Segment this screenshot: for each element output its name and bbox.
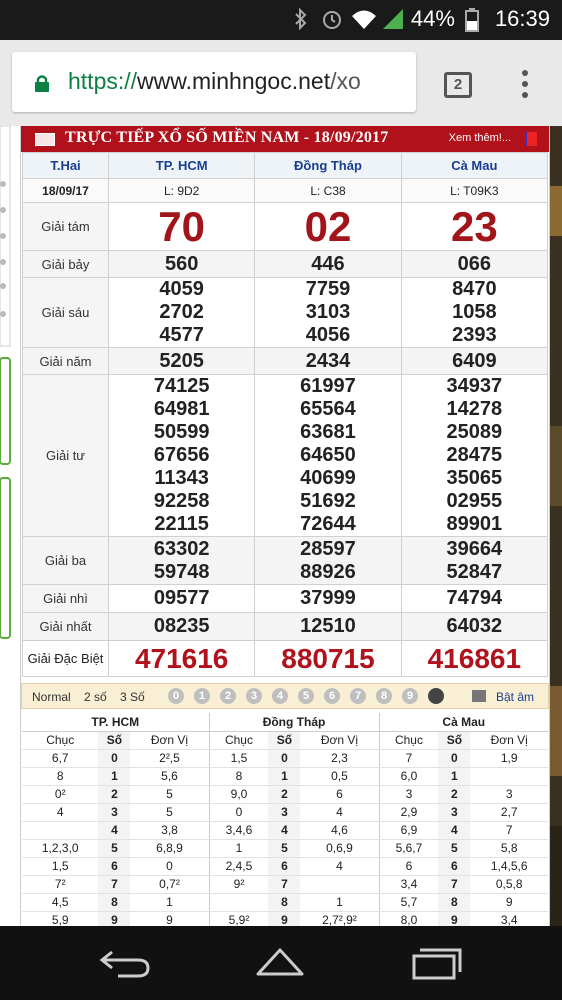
- col-tens: Chục: [22, 731, 98, 749]
- loto-tens: 3,4,6: [209, 821, 268, 839]
- address-bar[interactable]: [12, 52, 416, 112]
- prize-number: 65564: [300, 398, 356, 420]
- loto-digit: 5: [268, 839, 300, 857]
- loto-digit: 3: [438, 803, 470, 821]
- prize-number: 51692: [300, 490, 356, 512]
- digit-filter-button[interactable]: 9: [402, 688, 418, 704]
- loto-tens: 2,4,5: [209, 857, 268, 875]
- prize-number: 02: [255, 203, 401, 251]
- loto-digit: 5: [98, 839, 130, 857]
- loto-digit: 3: [98, 803, 130, 821]
- battery-percent: 44%: [410, 6, 455, 31]
- loto-units: 0: [130, 857, 209, 875]
- digit-filter-button[interactable]: 2: [220, 688, 236, 704]
- loto-row: [22, 749, 548, 767]
- province-name[interactable]: Đồng Tháp: [255, 153, 401, 179]
- prize-cell: [255, 278, 401, 348]
- loto-tens: 4: [22, 803, 98, 821]
- clock-time: 16:39: [494, 6, 550, 31]
- loto-tens: 6: [379, 857, 438, 875]
- loto-units: 2,7: [470, 803, 548, 821]
- loto-province: TP. HCM: [22, 713, 209, 731]
- prize-number: 92258: [153, 490, 210, 512]
- prize-number: 2434: [255, 348, 401, 375]
- prize-number: 63681: [300, 421, 356, 443]
- prize-number: 74794: [401, 585, 547, 613]
- prize-number: 560: [109, 251, 255, 278]
- prize-number: 23: [401, 203, 547, 251]
- loto-units: 1: [130, 893, 209, 911]
- loto-row: [22, 875, 548, 893]
- prize-number: 446: [255, 251, 401, 278]
- prize-label: Giải tám: [23, 203, 109, 251]
- alarm-icon: [321, 8, 341, 30]
- prize-number: 52847: [446, 560, 503, 583]
- speaker-icon[interactable]: [472, 690, 486, 702]
- prize-number: 89901: [446, 513, 503, 535]
- loto-digit: 0: [98, 749, 130, 767]
- prize-number: 08235: [109, 613, 255, 641]
- prize-number: 40699: [300, 467, 356, 489]
- loto-digit: 3: [268, 803, 300, 821]
- see-more-link[interactable]: Xem thêm!...: [448, 132, 511, 144]
- digit-filter-button[interactable]: 6: [324, 688, 340, 704]
- province-name[interactable]: TP. HCM: [109, 153, 255, 179]
- status-bar: [0, 0, 562, 40]
- home-icon[interactable]: [254, 946, 306, 980]
- loto-digit: 7: [438, 875, 470, 893]
- prize-number: 70: [109, 203, 255, 251]
- prize-number: 11343: [154, 467, 209, 489]
- prize-number: 4577: [159, 324, 204, 346]
- digit-filter-button[interactable]: 1: [194, 688, 210, 704]
- loto-tens: 6,0: [379, 767, 438, 785]
- prize-number: 59748: [153, 560, 210, 583]
- prize-number: 34937: [446, 375, 503, 397]
- loto-units: 9: [470, 893, 548, 911]
- loto-units: 9: [130, 911, 209, 926]
- loto-units: [300, 875, 379, 893]
- loto-row: [22, 839, 548, 857]
- col-digit: Số: [98, 731, 130, 749]
- prize-number: 066: [401, 251, 547, 278]
- prize-number: 12510: [255, 613, 401, 641]
- prize-row-g1: [23, 613, 548, 641]
- loto-units: 6: [300, 785, 379, 803]
- loto-digit: 2: [268, 785, 300, 803]
- prize-number: 64981: [153, 398, 210, 420]
- prize-number: 67656: [153, 444, 210, 466]
- loto-tens: 4,5: [22, 893, 98, 911]
- loto-digit: 6: [438, 857, 470, 875]
- prize-number: 50599: [153, 421, 210, 443]
- prize-number: 3103: [305, 301, 351, 323]
- prize-label: Giải Đặc Biệt: [23, 641, 109, 677]
- province-name[interactable]: Cà Mau: [401, 153, 547, 179]
- prize-number: 02955: [446, 490, 503, 512]
- prize-label: Giải ba: [23, 537, 109, 585]
- loto-row: [22, 821, 548, 839]
- wifi-icon: [351, 8, 371, 30]
- loto-units: 4: [300, 803, 379, 821]
- col-units: Đơn Vị: [130, 731, 209, 749]
- ticket-code: L: 9D2: [109, 179, 255, 203]
- prize-number: 74125: [153, 375, 210, 397]
- prize-row-g2: [23, 585, 548, 613]
- prize-number: 8470: [452, 278, 497, 300]
- digit-filter-button[interactable]: 4: [272, 688, 288, 704]
- url-text[interactable]: [68, 68, 408, 95]
- prize-label: Giải bảy: [23, 251, 109, 278]
- prize-number: 4056: [305, 324, 351, 346]
- prize-number: 64650: [300, 444, 356, 466]
- loto-units: 3: [470, 785, 548, 803]
- banner-title: TRỰC TIẾP XỔ SỐ MIỀN NAM - 18/09/2017: [65, 129, 389, 146]
- url-scheme: https://: [68, 68, 138, 94]
- battery-icon: [465, 8, 485, 30]
- col-tens: Chục: [379, 731, 438, 749]
- loto-digit: 6: [98, 857, 130, 875]
- digit-filter-button[interactable]: 7: [350, 688, 366, 704]
- loto-header-row: [22, 731, 548, 749]
- loto-digit: 6: [268, 857, 300, 875]
- loto-units: 6,8,9: [130, 839, 209, 857]
- loto-units: 0,6,9: [300, 839, 379, 857]
- loto-tens: 5,7: [379, 893, 438, 911]
- option-2-digits[interactable]: 2 số: [84, 690, 107, 704]
- loto-digit: 4: [98, 821, 130, 839]
- loto-row: [22, 803, 548, 821]
- url-host: www.minhngoc.net: [137, 68, 331, 94]
- province-header-row: [23, 153, 548, 179]
- prize-cell: [109, 537, 255, 585]
- digit-filter-button[interactable]: 8: [376, 688, 392, 704]
- prize-number: 88926: [300, 560, 356, 583]
- results-table: [22, 152, 548, 677]
- loto-digit: 4: [268, 821, 300, 839]
- code-row: [23, 179, 548, 203]
- special-prize-number: 880715: [255, 641, 401, 677]
- loto-units: 4: [300, 857, 379, 875]
- prize-label: Giải nhì: [23, 585, 109, 613]
- loto-digit: 1: [98, 767, 130, 785]
- loto-tens: 8: [209, 767, 268, 785]
- loto-digit: 8: [98, 893, 130, 911]
- tab-switcher-button[interactable]: 2: [444, 72, 472, 98]
- loto-province: Đồng Tháp: [209, 713, 379, 731]
- loto-digit: 1: [268, 767, 300, 785]
- loto-digit: 9: [438, 911, 470, 926]
- draw-date: 18/09/17: [23, 179, 109, 203]
- loto-tens: 8,0: [379, 911, 438, 926]
- prize-row-g4: [23, 375, 548, 537]
- prize-number: 63302: [153, 537, 210, 560]
- browser-toolbar: [0, 40, 562, 126]
- weekday: T.Hai: [23, 153, 109, 179]
- special-prize-number: 416861: [401, 641, 547, 677]
- loto-tens: 0: [209, 803, 268, 821]
- prize-label: Giải tư: [23, 375, 109, 537]
- loto-digit: 7: [268, 875, 300, 893]
- digit-filter-button[interactable]: 0: [168, 688, 184, 704]
- loto-tens: [209, 893, 268, 911]
- lock-icon: [34, 74, 50, 92]
- prize-number: 72644: [300, 513, 356, 535]
- display-options-bar: [21, 683, 549, 709]
- prize-label: Giải sáu: [23, 278, 109, 348]
- loto-table: [22, 713, 548, 926]
- envelope-icon: [35, 133, 55, 146]
- loto-units: 1,4,5,6: [470, 857, 548, 875]
- loto-province: Cà Mau: [379, 713, 548, 731]
- digit-filter-button[interactable]: 5: [298, 688, 314, 704]
- loto-tens: 2,9: [379, 803, 438, 821]
- prize-number: 6409: [401, 348, 547, 375]
- loto-digit: 2: [438, 785, 470, 803]
- loto-units: 0,5,8: [470, 875, 548, 893]
- prize-number: 37999: [255, 585, 401, 613]
- loto-digit: 9: [268, 911, 300, 926]
- prize-number: 35065: [446, 467, 503, 489]
- sound-toggle-link[interactable]: Bật âm: [495, 690, 534, 704]
- loto-tens: 1,2,3,0: [22, 839, 98, 857]
- prize-number: 4059: [159, 278, 204, 300]
- results-banner: [21, 126, 549, 152]
- loto-units: 2²,5: [130, 749, 209, 767]
- loto-units: 0,5: [300, 767, 379, 785]
- loto-digit: 8: [268, 893, 300, 911]
- prize-number: 25089: [446, 421, 503, 443]
- loto-tens: 8: [22, 767, 98, 785]
- prize-number: 61997: [300, 375, 356, 397]
- prize-label: Giải nhất: [23, 613, 109, 641]
- loto-digit: 4: [438, 821, 470, 839]
- loto-units: [470, 767, 548, 785]
- loto-units: 2,3: [300, 749, 379, 767]
- prize-row-g8: [23, 203, 548, 251]
- col-units: Đơn Vị: [470, 731, 548, 749]
- prize-number: 1058: [452, 301, 497, 323]
- loto-tens: 1,5: [22, 857, 98, 875]
- results-panel: [20, 126, 550, 926]
- loto-digit: 8: [438, 893, 470, 911]
- prize-cell: [401, 278, 547, 348]
- prize-number: 22115: [154, 513, 209, 535]
- loto-units: 4,6: [300, 821, 379, 839]
- loto-digit: 5: [438, 839, 470, 857]
- prize-row-g6: [23, 278, 548, 348]
- col-units: Đơn Vị: [300, 731, 379, 749]
- loto-tens: 7: [379, 749, 438, 767]
- loto-units: 5,6: [130, 767, 209, 785]
- loto-tens: 3,4: [379, 875, 438, 893]
- prize-row-special: [23, 641, 548, 677]
- yin-yang-icon[interactable]: [428, 688, 444, 704]
- loto-row: [22, 893, 548, 911]
- loto-digit: 7: [98, 875, 130, 893]
- prize-number: 14278: [446, 398, 503, 420]
- overflow-menu-icon[interactable]: [520, 70, 530, 100]
- prize-number: 2702: [159, 301, 204, 323]
- prize-cell: [401, 375, 547, 537]
- col-tens: Chục: [209, 731, 268, 749]
- prize-row-g5: [23, 348, 548, 375]
- loto-units: 3,8: [130, 821, 209, 839]
- prize-cell: [255, 537, 401, 585]
- prize-cell: [255, 375, 401, 537]
- prize-number: 28597: [300, 537, 356, 560]
- left-sidebar-edge: [0, 126, 12, 926]
- ticket-code: L: T09K3: [401, 179, 547, 203]
- loto-tens: 0²: [22, 785, 98, 803]
- signal-icon: [381, 8, 401, 30]
- loto-row: [22, 857, 548, 875]
- loto-tens: 6,7: [22, 749, 98, 767]
- right-ad-edge: [550, 126, 562, 926]
- special-prize-number: 471616: [109, 641, 255, 677]
- loto-province-row: [22, 713, 548, 731]
- prize-number: 39664: [446, 537, 503, 560]
- prize-cell: [401, 537, 547, 585]
- prize-row-g3: [23, 537, 548, 585]
- loto-digit: 9: [98, 911, 130, 926]
- flag-icon: [525, 132, 537, 146]
- prize-number: 09577: [109, 585, 255, 613]
- digit-filter-button[interactable]: 3: [246, 688, 262, 704]
- prize-number: 28475: [446, 444, 503, 466]
- bluetooth-icon: [291, 8, 311, 30]
- back-icon[interactable]: [98, 946, 150, 980]
- loto-digit: 0: [438, 749, 470, 767]
- loto-row: [22, 911, 548, 926]
- loto-digit: 1: [438, 767, 470, 785]
- col-digit: Số: [438, 731, 470, 749]
- loto-units: 7: [470, 821, 548, 839]
- recents-icon[interactable]: [410, 946, 462, 980]
- loto-tens: 1,5: [209, 749, 268, 767]
- option-normal[interactable]: Normal: [32, 690, 71, 704]
- prize-cell: [109, 278, 255, 348]
- loto-tens: 3: [379, 785, 438, 803]
- loto-units: 1: [300, 893, 379, 911]
- loto-units: 2,7²,9²: [300, 911, 379, 926]
- loto-tens: 5,9: [22, 911, 98, 926]
- loto-tens: 5,6,7: [379, 839, 438, 857]
- ticket-code: L: C38: [255, 179, 401, 203]
- loto-row: [22, 767, 548, 785]
- loto-units: 5: [130, 803, 209, 821]
- prize-number: 64032: [401, 613, 547, 641]
- loto-units: 1,9: [470, 749, 548, 767]
- loto-tens: 7²: [22, 875, 98, 893]
- loto-digit: 0: [268, 749, 300, 767]
- loto-units: 3,4: [470, 911, 548, 926]
- loto-row: [22, 785, 548, 803]
- page-content: [0, 126, 562, 926]
- system-navigation-bar: [0, 926, 562, 1000]
- loto-tens: 5,9²: [209, 911, 268, 926]
- option-3-digits[interactable]: 3 Số: [120, 690, 145, 704]
- loto-tens: 9,0: [209, 785, 268, 803]
- loto-units: 0,7²: [130, 875, 209, 893]
- loto-digit: 2: [98, 785, 130, 803]
- prize-number: 2393: [452, 324, 497, 346]
- loto-tens: 1: [209, 839, 268, 857]
- prize-row-g7: [23, 251, 548, 278]
- url-path: /xo: [330, 68, 361, 94]
- loto-tens: 6,9: [379, 821, 438, 839]
- loto-tens: [22, 821, 98, 839]
- prize-number: 5205: [109, 348, 255, 375]
- prize-number: 7759: [305, 278, 351, 300]
- prize-cell: [109, 375, 255, 537]
- prize-label: Giải năm: [23, 348, 109, 375]
- loto-units: 5,8: [470, 839, 548, 857]
- col-digit: Số: [268, 731, 300, 749]
- loto-tens: 9²: [209, 875, 268, 893]
- loto-units: 5: [130, 785, 209, 803]
